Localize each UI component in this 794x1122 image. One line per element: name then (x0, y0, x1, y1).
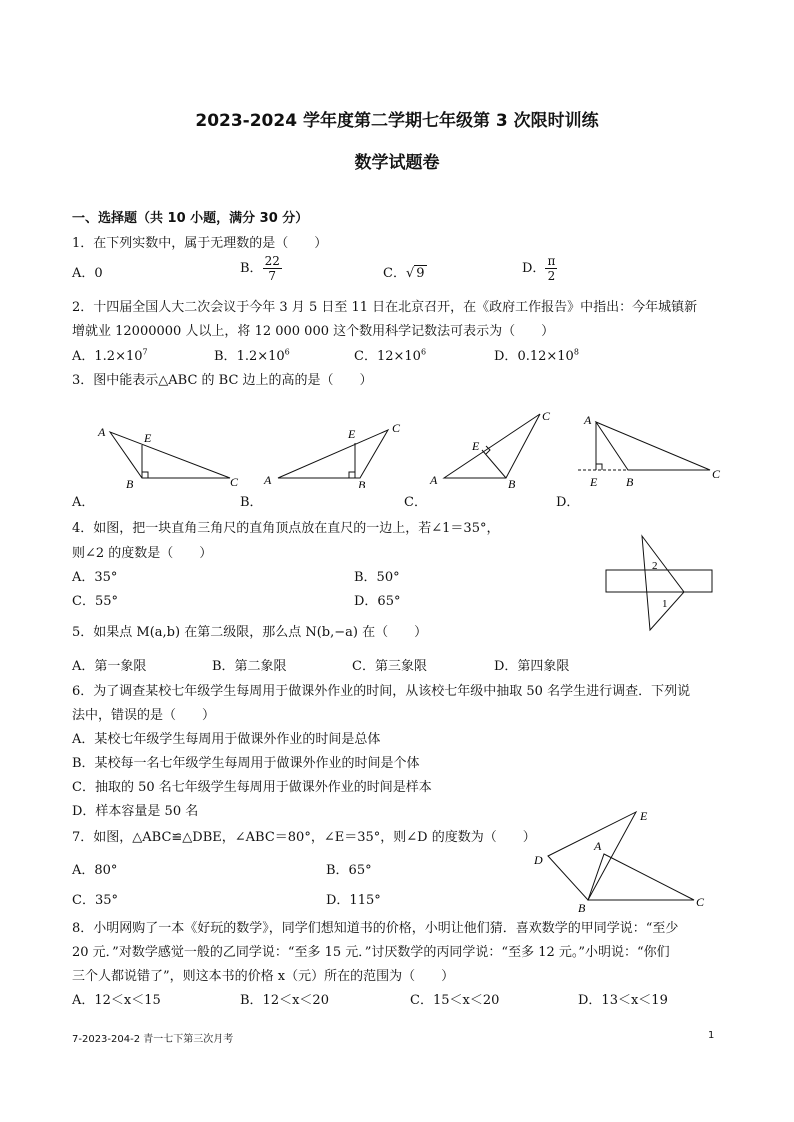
q3-label-d: D． (556, 495, 580, 510)
q1-option-c: C．√ 9 (383, 266, 425, 281)
q2-option-b: B．$1.2\times 10^6$ (214, 347, 290, 364)
q8-option-c: C．15＜x＜20 (410, 993, 500, 1008)
q3-label-b: B． (240, 495, 263, 510)
svg-text:E: E (348, 427, 356, 441)
q1-option-b: B． $\frac{22}{7}$ (240, 254, 280, 283)
q2-option-c: C．$12\times 10^6$ (354, 347, 427, 364)
svg-text:E: E (144, 431, 152, 445)
q1-option-a: A．0 (72, 266, 103, 281)
question-3-text: 3．图中能表示△ABC 的 BC 边上的高的是（ ） (72, 373, 373, 388)
svg-text:C: C (392, 421, 401, 435)
q7-figure (530, 808, 716, 916)
question-6-line1: 6．为了调查某校七年级学生每周用于做课外作业的时间，从该校七年级中抽取 50 名学生进行调查．下列说 (72, 684, 691, 699)
question-4-line1: 4．如图，把一块直角三角尺的直角顶点放在直尺的一边上，若∠1＝35°， (72, 521, 500, 536)
fraction: $\frac{22}{7}$ (264, 254, 280, 283)
page-title: 2023-2024 学年度第二学期七年级第 3 次限时训练 (195, 111, 599, 131)
q6-option-b: B．某校每一名七年级学生每周用于做课外作业的时间是个体 (72, 756, 420, 771)
page-number: 1 (708, 1030, 715, 1041)
q3-label-a: A． (72, 495, 95, 510)
q8-option-d: D．13＜x＜19 (578, 993, 668, 1008)
question-4-line2: 则∠2 的度数是（ ） (72, 546, 213, 561)
q3-label-c: C． (404, 495, 427, 510)
svg-text:A: A (98, 425, 106, 439)
svg-text:2: 2 (652, 560, 658, 572)
svg-text:C: C (230, 475, 239, 488)
svg-text:1: 1 (662, 598, 668, 610)
svg-text:E: E (640, 809, 648, 823)
question-6-line2: 法中，错误的是（ ） (72, 708, 216, 723)
svg-text:D: D (534, 853, 543, 867)
question-8-line2: 20 元．”对数学感觉一般的乙同学说：“至多 15 元．”讨厌数学的丙同学说：“至多 12 元。”小明说：“你们 (72, 945, 670, 960)
q3-figure-a (90, 418, 250, 488)
q6-option-a: A．某校七年级学生每周用于做课外作业的时间是总体 (72, 732, 381, 747)
question-5-text: 5．如果点 M(a,b) 在第二级限，那么点 N(b,−a) 在（ ） (72, 625, 428, 640)
q5-option-b: B．第二象限 (212, 659, 287, 674)
svg-text:B: B (358, 478, 366, 488)
q3-figure-c (424, 406, 564, 488)
question-8-line3: 三个人都说错了”，则这本书的价格 x（元）所在的范围为（ ） (72, 969, 455, 984)
section-heading: 一、选择题（共 10 小题，满分 30 分） (72, 211, 309, 226)
q4-option-a: A．35° (72, 570, 118, 585)
page-subtitle: 数学试题卷 (354, 153, 440, 173)
q6-option-d: D．样本容量是 50 名 (72, 804, 199, 819)
q7-option-b: B．65° (326, 863, 372, 878)
svg-text:A: A (264, 473, 272, 487)
svg-text:A: A (584, 413, 592, 427)
q8-option-a: A．12＜x＜15 (72, 993, 161, 1008)
svg-text:C: C (712, 467, 721, 481)
svg-text:B: B (626, 475, 634, 489)
q3-figure-d (574, 410, 724, 490)
question-8-line1: 8．小明网购了一本《好玩的数学》，同学们想知道书的价格，小明让他们猜．喜欢数学的甲同学说：“至少 (72, 921, 679, 936)
q7-option-a: A．80° (72, 863, 118, 878)
svg-text:E: E (472, 439, 480, 453)
question-7-text: 7．如图，△ABC≌△DBE，∠ABC＝80°，∠E＝35°，则∠D 的度数为（ ） (72, 830, 536, 845)
svg-text:C: C (696, 895, 705, 909)
q8-option-b: B．12＜x＜20 (240, 993, 329, 1008)
q6-option-c: C．抽取的 50 名七年级学生每周用于做课外作业的时间是样本 (72, 780, 432, 795)
q4-figure (604, 532, 716, 632)
q7-option-c: C．35° (72, 893, 118, 908)
svg-text:C: C (542, 409, 551, 423)
question-1-text: 1．在下列实数中，属于无理数的是（ ） (72, 236, 328, 251)
question-2-line1: 2．十四届全国人大二次会议于今年 3 月 5 日至 11 日在北京召开，在《政府工作报告》中指出：今年城镇新 (72, 300, 698, 315)
q1-option-d: D． $\frac{\pi}{2}$ (522, 254, 556, 283)
q2-option-d: D．$0.12\times 10^8$ (494, 347, 579, 364)
q5-option-d: D．第四象限 (494, 659, 570, 674)
q5-option-c: C．第三象限 (352, 659, 427, 674)
q7-option-d: D．115° (326, 893, 381, 908)
q2-option-a: A．$1.2\times 10^7$ (72, 347, 148, 364)
svg-text:B: B (578, 901, 586, 915)
q5-option-a: A．第一象限 (72, 659, 147, 674)
q4-option-b: B．50° (354, 570, 400, 585)
footer-code: 7-2023-204-2 青一七下第三次月考 (72, 1034, 234, 1045)
q4-option-c: C．55° (72, 594, 118, 609)
question-2-line2: 增就业 12000000 人以上，将 12 000 000 这个数用科学记数法可表示为（ ） (72, 324, 555, 339)
q4-option-d: D．65° (354, 594, 401, 609)
fraction: $\frac{\pi}{2}$ (547, 254, 556, 283)
svg-text:A: A (594, 839, 602, 853)
svg-text:B: B (126, 477, 134, 488)
svg-text:E: E (590, 475, 598, 489)
svg-text:A: A (430, 473, 438, 487)
q3-figure-b (258, 418, 418, 488)
svg-text:B: B (508, 477, 516, 488)
